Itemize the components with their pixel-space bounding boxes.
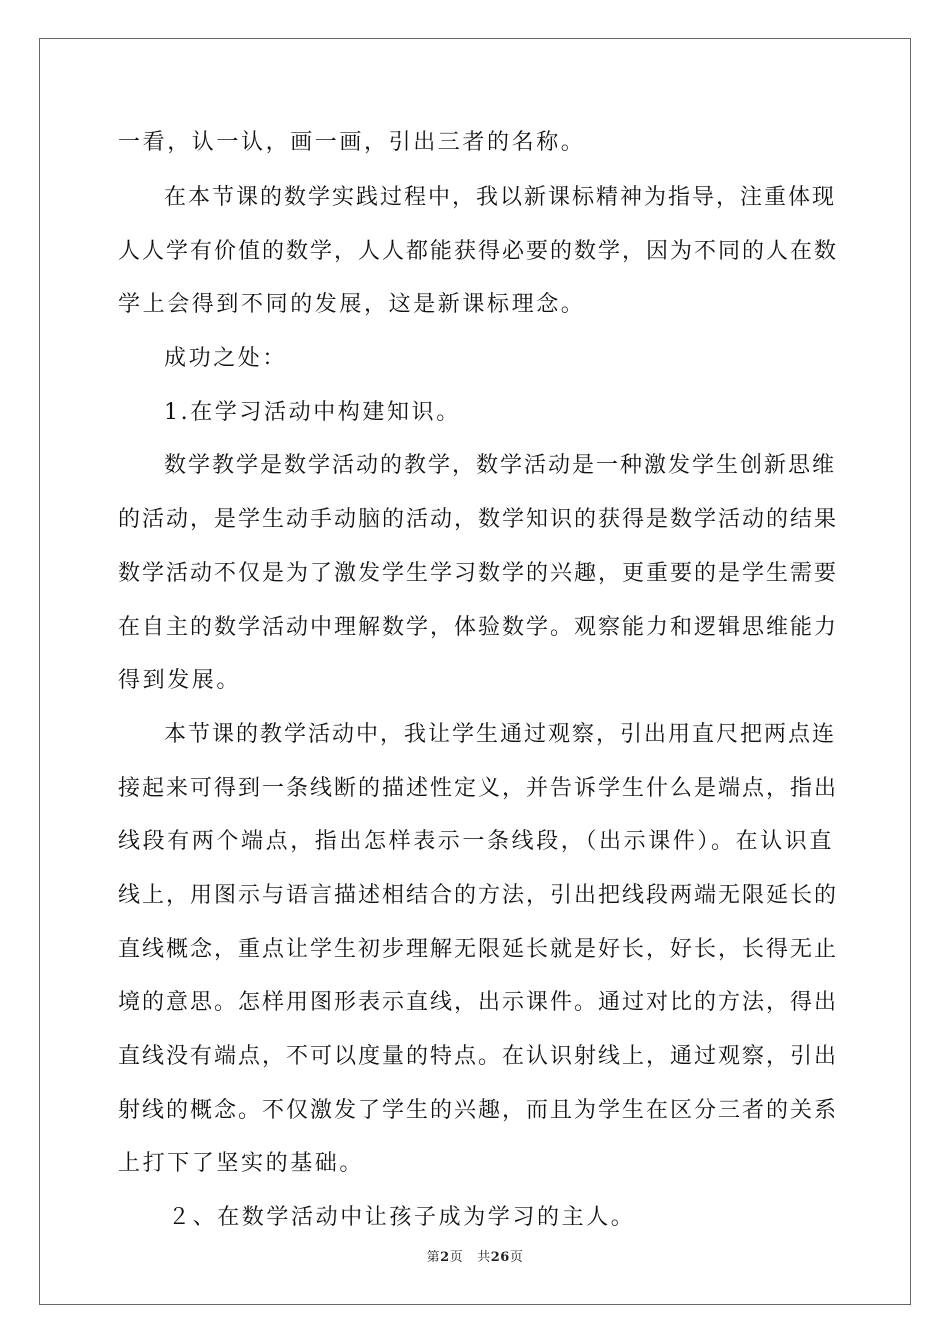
text-line: 直线概念，重点让学生初步理解无限延长就是好长，好长，长得无止	[118, 937, 839, 962]
text-line: 境的意思。怎样用图形表示直线，出示课件。通过对比的方法，得出	[118, 990, 839, 1015]
text-line: 在自主的数学活动中理解数学，体验数学。观察能力和逻辑思维能力	[118, 615, 839, 640]
page-suffix: 页	[449, 1250, 464, 1265]
text-line: 直线没有端点，不可以度量的特点。在认识射线上，通过观察，引出	[118, 1044, 839, 1069]
total-suffix: 页	[509, 1250, 524, 1265]
section-heading: 成功之处：	[164, 346, 288, 371]
total-pages: 26	[490, 1250, 510, 1265]
text-line: 人人学有价值的数学，人人都能获得必要的数学，因为不同的人在数	[118, 239, 839, 264]
text-line: 接起来可得到一条线断的描述性定义，并告诉学生什么是端点，指出	[118, 776, 839, 801]
text-line: 线段有两个端点，指出怎样表示一条线段，（出示课件）。在认识直	[118, 829, 835, 854]
text-line: 学上会得到不同的发展，这是新课标理念。	[118, 292, 586, 317]
numbered-heading: ２、在数学活动中让孩子成为学习的主人。	[168, 1205, 636, 1230]
text-line: 本节课的教学活动中，我让学生通过观察，引出用直尺把两点连	[164, 722, 837, 747]
text-line: 上打下了坚实的基础。	[118, 1151, 365, 1176]
text-line: 射线的概念。不仅激发了学生的兴趣，而且为学生在区分三者的关系	[118, 1098, 839, 1123]
page-prefix: 第	[426, 1250, 441, 1265]
text-line: 数学活动不仅是为了激发学生学习数学的兴趣，更重要的是学生需要	[118, 561, 839, 586]
text-line: 的活动，是学生动手动脑的活动，数学知识的获得是数学活动的结果	[118, 507, 839, 532]
page-number: 2	[440, 1250, 450, 1265]
text-line: 数学教学是数学活动的教学，数学活动是一种激发学生创新思维	[164, 453, 837, 478]
text-line: 在本节课的数学实践过程中，我以新课标精神为指导，注重体现	[164, 185, 837, 210]
text-line: 一看，认一认，画一画，引出三者的名称。	[118, 130, 586, 155]
text-line: 得到发展。	[118, 668, 242, 693]
numbered-heading: 1.在学习活动中构建知识。	[164, 400, 461, 425]
total-prefix: 共	[477, 1250, 491, 1265]
text-line: 线上，用图示与语言描述相结合的方法，引出把线段两端无限延长的	[118, 883, 839, 908]
page-footer	[0, 1246, 950, 1265]
